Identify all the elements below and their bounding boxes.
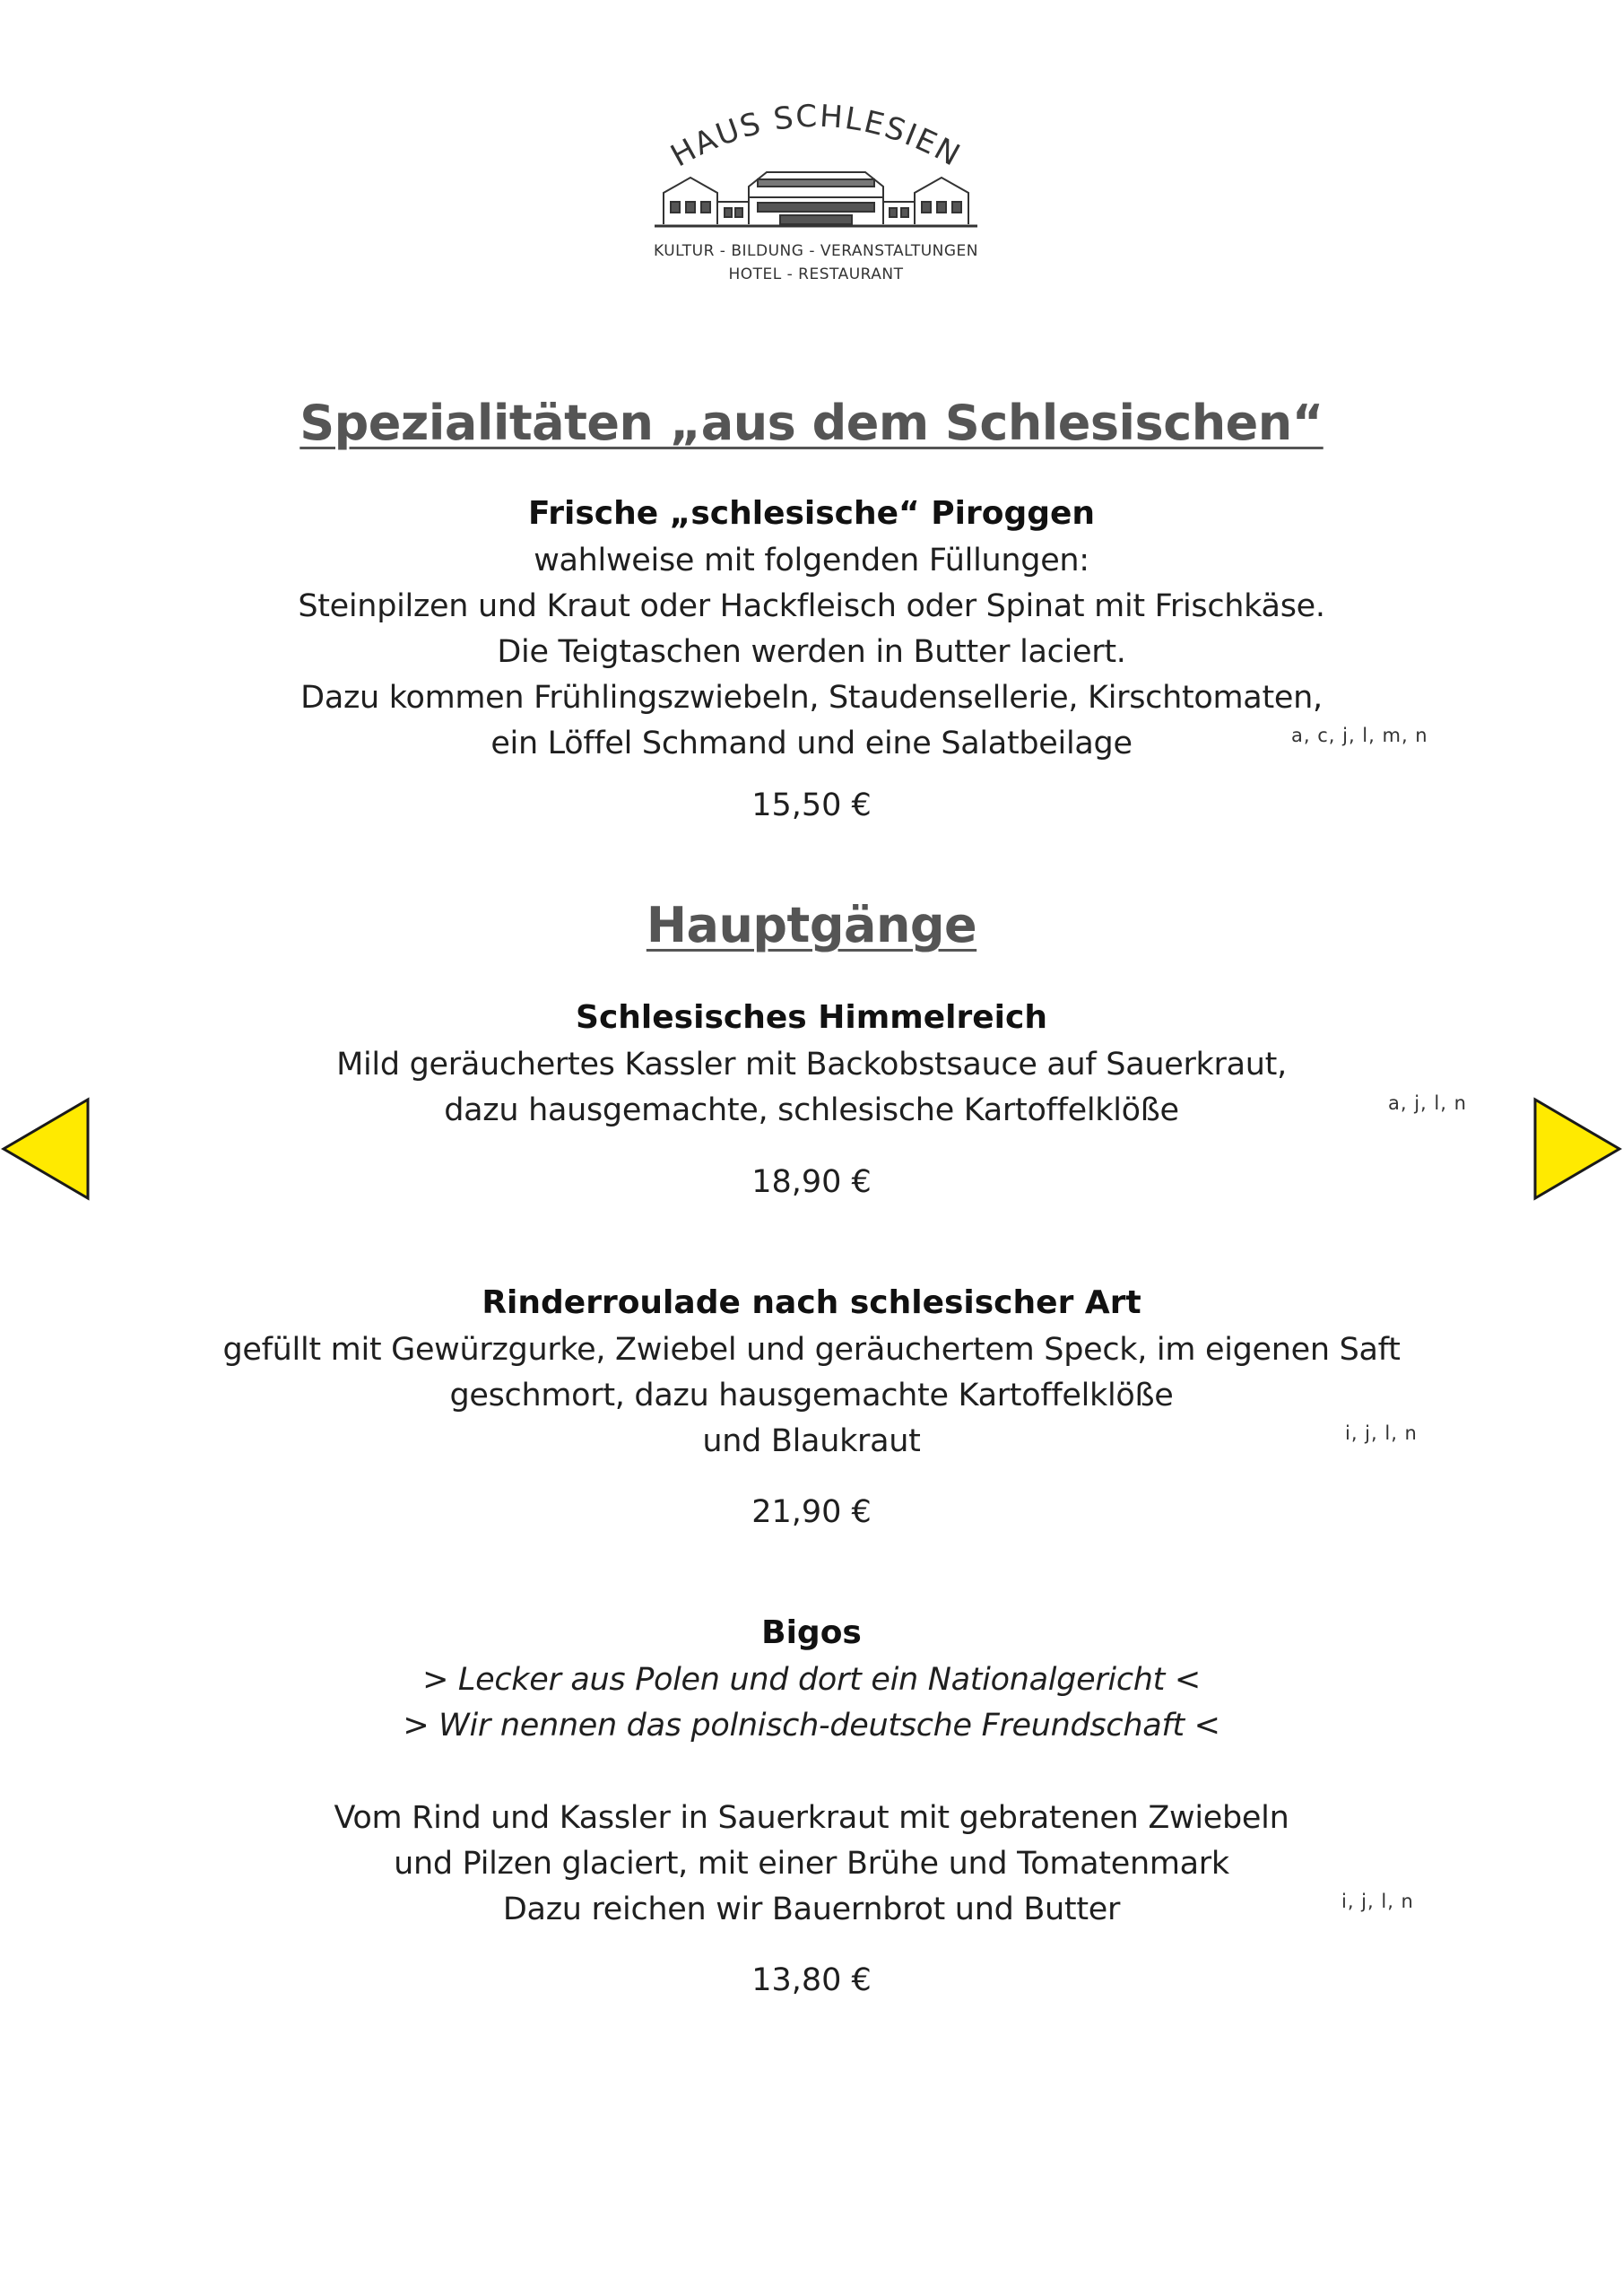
dish-description-line: und Pilzen glaciert, mit einer Brühe und Tomatenmark	[394, 1846, 1229, 1882]
dish-description-line: wahlweise mit folgenden Füllungen:	[534, 543, 1089, 578]
dish-price: 13,80 €	[751, 1962, 872, 1998]
dish-price: 21,90 €	[751, 1494, 872, 1530]
next-page-button[interactable]	[1530, 1096, 1623, 1205]
logo-subtitle: HOTEL - RESTAURANT	[728, 265, 904, 283]
dish-description-line: dazu hausgemachte, schlesische Kartoffelklöße	[444, 1092, 1179, 1128]
section-title: Spezialitäten „aus dem Schlesischen“	[299, 395, 1324, 451]
allergen-codes: i, j, l, n	[1345, 1422, 1418, 1444]
dish-tagline: > Lecker aus Polen und dort ein Nationalgericht <	[422, 1662, 1201, 1698]
triangle-right-icon[interactable]	[1530, 1096, 1623, 1202]
dish-price: 15,50 €	[751, 787, 872, 823]
dish-description-line: und Blaukraut	[702, 1423, 921, 1459]
section-title: Hauptgänge	[646, 897, 977, 953]
dish-tagline: > Wir nennen das polnisch-deutsche Freundschaft <	[403, 1708, 1220, 1744]
allergen-codes: a, c, j, l, m, n	[1291, 725, 1428, 746]
previous-page-button[interactable]	[0, 1096, 93, 1205]
logo	[646, 90, 986, 296]
dish-description-line: gefüllt mit Gewürzgurke, Zwiebel und geräuchertem Speck, im eigenen Saft	[222, 1332, 1401, 1368]
allergen-codes: i, j, l, n	[1341, 1891, 1414, 1912]
allergen-codes: a, j, l, n	[1388, 1092, 1467, 1114]
dish-name: Frische „schlesische“ Piroggen	[527, 495, 1096, 532]
dish-name: Schlesisches Himmelreich	[576, 999, 1047, 1036]
svg-text:HAUS SCHLESIEN	[665, 99, 968, 175]
dish-description-line: Die Teigtaschen werden in Butter laciert.	[497, 634, 1126, 670]
dish-name: Rinderroulade nach schlesischer Art	[482, 1284, 1141, 1321]
dish-description-line: geschmort, dazu hausgemachte Kartoffelklöße	[449, 1378, 1174, 1413]
logo-name: HAUS SCHLESIEN	[664, 98, 968, 175]
dish-name: Bigos	[761, 1614, 862, 1651]
logo-subtitle: KULTUR - BILDUNG - VERANSTALTUNGEN	[654, 242, 978, 260]
dish-description-line: Steinpilzen und Kraut oder Hackfleisch oder Spinat mit Frischkäse.	[298, 588, 1325, 624]
logo-graphic	[646, 90, 986, 242]
dish-description-line: Mild geräuchertes Kassler mit Backobstsauce auf Sauerkraut,	[336, 1047, 1287, 1083]
triangle-left-icon[interactable]	[0, 1096, 93, 1202]
dish-description-line: Vom Rind und Kassler in Sauerkraut mit gebratenen Zwiebeln	[334, 1800, 1289, 1836]
dish-description-line: ein Löffel Schmand und eine Salatbeilage	[490, 726, 1133, 761]
dish-description-line: Dazu kommen Frühlingszwiebeln, Staudensellerie, Kirschtomaten,	[300, 680, 1323, 716]
dish-description-line: Dazu reichen wir Bauernbrot und Butter	[502, 1892, 1121, 1927]
dish-price: 18,90 €	[751, 1164, 872, 1200]
